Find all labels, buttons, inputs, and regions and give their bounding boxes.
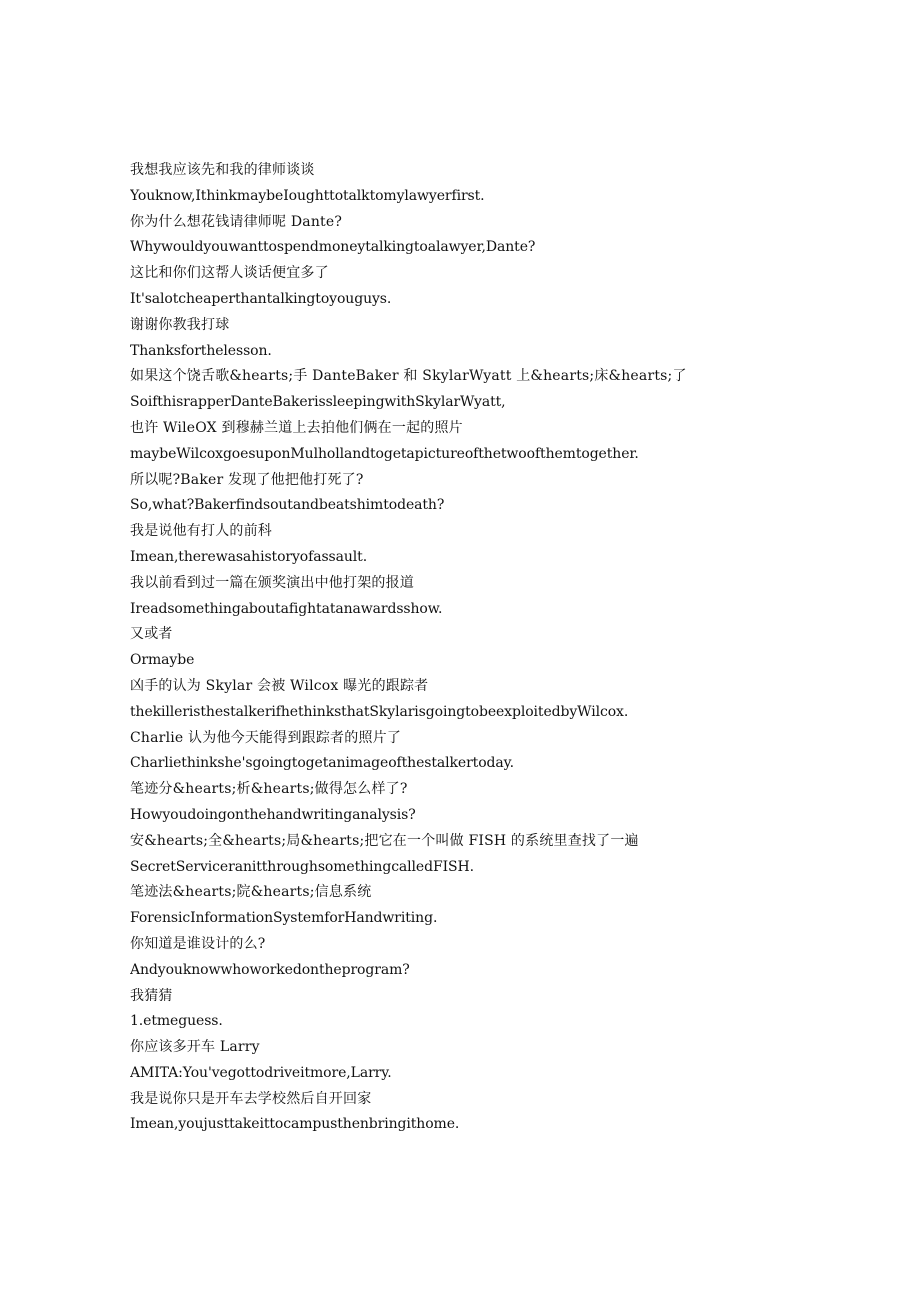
chinese-subtitle-line: 你为什么想花钱请律师呢 Dante? [130,213,343,230]
english-subtitle-line: Andyouknowwhoworkedontheprogram? [130,961,410,978]
chinese-subtitle-line: 我是说他有打人的前科 [130,523,272,540]
chinese-subtitle-line: 我以前看到过一篇在颁奖演出中他打架的报道 [130,574,414,591]
english-subtitle-line: ForensicInformationSystemforHandwriting. [130,910,438,927]
chinese-subtitle-line: 也许 WileOX 到穆赫兰道上去拍他们俩在一起的照片 [130,419,463,436]
chinese-subtitle-line: 笔迹分&hearts;析&hearts;做得怎么样了? [130,781,408,798]
chinese-subtitle-line: 我是说你只是开车去学校然后自开回家 [130,1090,372,1107]
english-subtitle-line: maybeWilcoxgoesuponMulhollandtogetapictureofthetwoofthemtogether. [130,445,639,462]
chinese-subtitle-line: Charlie 认为他今天能得到跟踪者的照片了 [130,729,402,746]
chinese-subtitle-line: 你应该多开车 Larry [130,1039,260,1056]
chinese-subtitle-line: 安&hearts;全&hearts;局&hearts;把它在一个叫做 FISH 的系统里查找了一遍 [130,832,639,849]
chinese-subtitle-line: 你知道是谁设计的么? [130,935,266,952]
chinese-subtitle-line: 笔迹法&hearts;院&hearts;信息系统 [130,884,372,901]
chinese-subtitle-line: 我想我应该先和我的律师谈谈 [130,162,315,178]
english-subtitle-line: Charliethinkshe'sgoingtogetanimageofthestalkertoday. [130,755,514,772]
english-subtitle-line: Whywouldyouwanttospendmoneytalkingtoalawyer,Dante? [130,239,536,256]
english-subtitle-line: Ormaybe [130,652,195,669]
english-subtitle-line: thekilleristhestalkerifhethinksthatSkylarisgoingtobeexploitedbyWilcox. [130,703,629,720]
subtitle-text-block [130,158,890,1138]
chinese-subtitle-line: 谢谢你教我打球 [130,316,230,333]
chinese-subtitle-line: 我猜猜 [130,987,173,1004]
chinese-subtitle-line: 所以呢?Baker 发现了他把他打死了? [130,471,364,488]
english-subtitle-line: Thanksforthelesson. [130,342,272,359]
english-subtitle-line: Ireadsomethingaboutafightatanawardsshow. [130,600,443,617]
english-subtitle-line: SoifthisrapperDanteBakerissleepingwithSkylarWyatt, [130,394,506,411]
chinese-subtitle-line: 又或者 [130,626,173,643]
chinese-subtitle-line: 这比和你们这帮人谈话便宜多了 [130,265,329,282]
english-subtitle-line: It'salotcheaperthantalkingtoyouguys. [130,290,392,307]
english-subtitle-line: Howyoudoingonthehandwritinganalysis? [130,806,416,823]
english-subtitle-line: 1.etmeguess. [130,1013,223,1030]
english-subtitle-line: Youknow,IthinkmaybeIoughttotalktomylawyerfirst. [130,187,485,204]
chinese-subtitle-line: 凶手的认为 Skylar 会被 Wilcox 曝光的跟踪者 [130,677,429,694]
chinese-subtitle-line: 如果这个饶舌歌&hearts;手 DanteBaker 和 SkylarWyatt 上&hearts;床&hearts;了 [130,368,687,385]
english-subtitle-line: AMITA:You'vegottodriveitmore,Larry. [130,1064,392,1081]
english-subtitle-line: So,what?Bakerfindsoutandbeatshimtodeath? [130,497,445,514]
english-subtitle-line: Imean,therewasahistoryofassault. [130,548,368,565]
english-subtitle-line: SecretServiceranitthroughsomethingcalledFISH. [130,858,474,875]
english-subtitle-line: Imean,youjusttakeittocampusthenbringithome. [130,1116,460,1133]
